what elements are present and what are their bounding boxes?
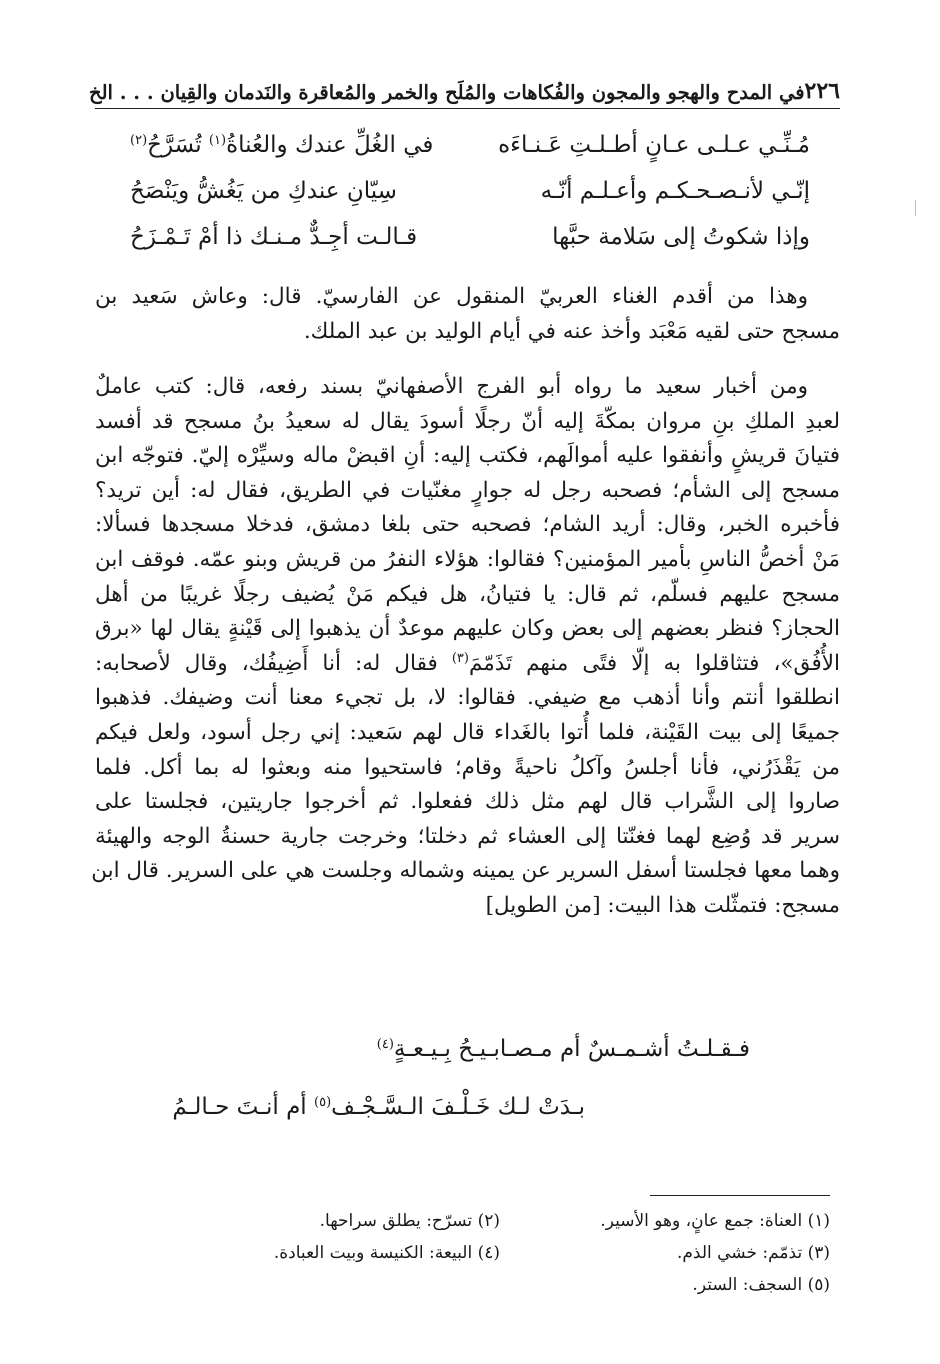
paragraph-2-line: جميعًا إلى بيت القَيْنة، فلما أُتوا بالغَداء قال لهم سَعيد: إني رجل أسود، ولعل فيكم — [95, 719, 840, 745]
paragraph-2-line: ومن أخبار سعيد ما رواه أبو الفرج الأصفهانيّ بسند رفعه، قال: كتب عاملٌ — [95, 374, 808, 399]
paragraph-2-line: فتيانَ قريشٍ وأنفقوا عليه أموالَهم، فكتب إليه: أنِ اقبضْ ماله وسيِّرْه إليّ. فتوجّه ابن — [95, 443, 840, 469]
paragraph-2-line — [95, 647, 840, 682]
footnote-3: (٣) تذمّم: خشي الذم. — [676, 1243, 830, 1263]
footnote-ref-1: (١) — [208, 133, 227, 148]
paragraph-1-line: وهذا من أقدم الغناء العربيّ المنقول عن الفارسيّ. قال: وعاش سَعيد بن — [95, 284, 808, 309]
paragraph-2-line: سرير قد وُضِع لهما فغنّتا إلى العشاء ثم دخلتا؛ وخرجت جارية حسنةُ الوجه والهيئة — [95, 823, 840, 849]
footnote-5: (٥) السجف: الستر. — [692, 1275, 830, 1295]
verse-1-second-part-b: تُسَرَّحُ — [147, 132, 209, 158]
paragraph-2-line: لعبدِ الملكِ بنِ مروان بمكّةَ إليه أنّ رجلًا أسودَ يقال له سعيدُ بنُ مسجح قد أفسد — [95, 408, 840, 434]
paragraph-1-line: مسجح حتى لقيه مَعْبَد وأخذ عنه في أيام الوليد بن عبد الملك. — [303, 318, 840, 344]
paragraph-2-line: فأخبره الخبر، وقال: أريد الشام؛ فصحبه حتى بلغا دمشق، فدخلا مسجدها فسألا: — [95, 512, 840, 538]
verse-3-second-hemistich: قـالـت أجِـدٌّ مـنـك ذا أمْ تَـمْـزَحُ — [130, 224, 418, 250]
verse-2-first-hemistich: إنّـي لأنـصـحـكـم وأعـلـم أنّـه — [540, 178, 810, 204]
scan-edge-mark — [915, 200, 916, 216]
paragraph-2-line: صاروا إلى الشَّراب قال لهم مثل ذلك ففعلوا. ثم أخرجوا جاريتين، فجلستا على — [95, 789, 840, 815]
page-number: ٢٢٦ — [804, 78, 840, 104]
verse-block — [130, 122, 830, 260]
paragraph-2-line: مسجح إلى الشأم؛ فصحبه رجل له جوارٍ مغنّيات في الطريق، فقال له: أين تريد؟ — [95, 477, 840, 503]
footnote-2: (٢) تسرّح: يطلق سراحها. — [319, 1211, 500, 1231]
paragraph-2-line: الحجاز؟ فنظر بعضهم إلى بعض وكان عليهم موعدٌ أن يذهبوا إلى قَيْنةٍ يقال لها «برق — [95, 616, 840, 642]
paragraph-2-line: من يَقْذَرُني، فأنا أجلسُ وآكلُ ناحيةً وقام؛ فاستحيوا منه وبعثوا له بما أكل. فلما — [95, 754, 840, 780]
verse-1-second-hemistich — [130, 132, 490, 158]
running-header — [88, 70, 840, 104]
paragraph-2-line: مَنْ أخصُّ الناسِ بأمير المؤمنين؟ فقالوا: هؤلاء النفرُ من قريش وبنو عمّه. فوقف ابن — [95, 546, 840, 572]
footnote-4: (٤) البيعة: الكنيسة وبيت العبادة. — [273, 1243, 500, 1263]
verse-line-2 — [130, 168, 830, 214]
footnote-row — [170, 1269, 830, 1301]
paragraph-1 — [95, 280, 840, 349]
footnote-rule — [650, 1195, 830, 1196]
paragraph-2-line: وهما معها فجلستا أسفل السرير عن يمينه وشماله وجلست هي على السرير. قال ابن — [91, 858, 840, 884]
footnote-1: (١) العناة: جمع عانٍ، وهو الأسير. — [600, 1211, 830, 1231]
verse-3-first-hemistich: وإذا شكوتُ إلى سَلامة حبَّها — [552, 224, 810, 250]
footnotes — [170, 1205, 830, 1301]
paragraph-2-line: مسجح عليهم فسلّم، ثم قال: يا فتيانُ، هل فيكم مَنْ يُضيف رجلًا غريبًا من أهل — [95, 581, 840, 607]
footnote-ref-3: (٣) — [451, 650, 469, 666]
poem-line-2-part-a: بـدَتْ لـك خَـلْـفَ الـسَّـجْـف — [331, 1094, 585, 1120]
poem-line-2 — [172, 1094, 585, 1120]
footnote-ref-2: (٢) — [130, 133, 148, 148]
paragraph-2 — [91, 370, 840, 924]
verse-line-3 — [130, 214, 830, 260]
footnote-ref-5: (٥) — [314, 1095, 332, 1110]
footnote-row — [170, 1237, 830, 1269]
verse-1-first-hemistich: مُـنِّـي عـلـى عـانٍ أطـلـتِ عَـنـاءَه — [498, 132, 810, 158]
verse-line-1 — [130, 122, 830, 168]
paragraph-2-line: مسجح: فتمثّلت هذا البيت: [من الطويل] — [485, 892, 840, 918]
line-9-part-b: فقال له: أنا أَضِيفُك، وقال لأصحابه: — [95, 650, 452, 676]
poem-line-1-text: فـقـلـتُ أشـمـسٌ أم مـصـابـيـحُ بِـيـعـةٍ — [393, 1036, 750, 1062]
line-9-part-a: الأُفُق»، فتثاقلوا به إلّا فتًى منهم تَذَمّمَ — [468, 650, 840, 676]
footnote-ref-4: (٤) — [376, 1037, 394, 1052]
header-rule — [95, 108, 840, 109]
poem-line-2-part-b: أم أنـتَ حـالـمُ — [172, 1094, 315, 1120]
poem-line-1 — [377, 1036, 750, 1062]
footnote-row — [170, 1205, 830, 1237]
verse-2-second-hemistich: سِيّانِ عندكِ من يَغُشُّ ويَنْصَحُ — [130, 178, 397, 204]
chapter-title: في المدح والهجو والمجون والفُكاهات والمُلَح والخمر والمُعاقرة والنَدمان والقِيان . . . الخ — [88, 81, 805, 104]
verse-1-second-part-a: في الغُلِّ عندك والعُناةُ — [226, 132, 434, 158]
paragraph-2-line: انطلقوا أنتم وأنا أذهب مع ضيفي. فقالوا: لا، بل تجيء معنا أنت وضيفك. فذهبوا — [95, 685, 840, 711]
